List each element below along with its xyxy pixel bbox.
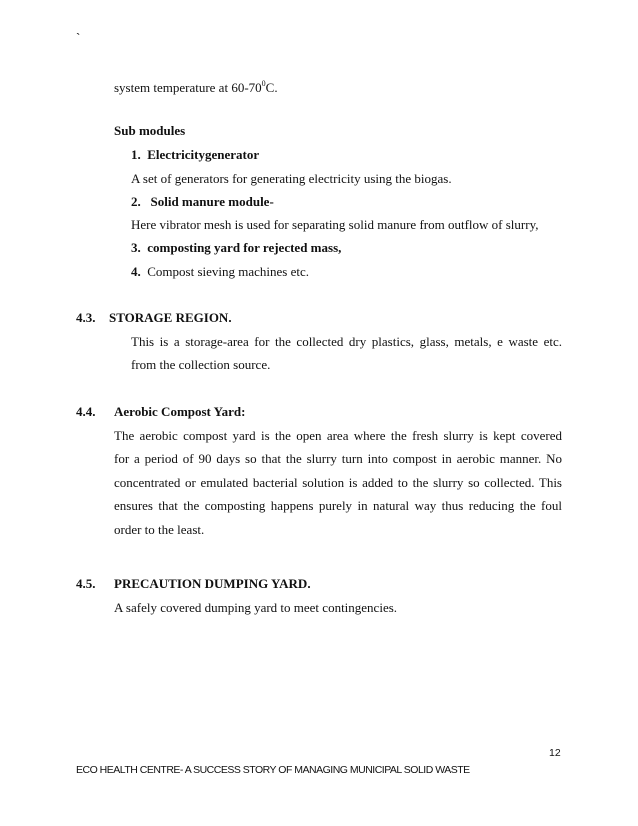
submodule-2-number: 2. xyxy=(131,194,141,209)
section-4-4-line-4: ensures that the composting happens purely in natural way thus reducing the foul xyxy=(114,498,562,513)
section-4-4-line-5: order to the least. xyxy=(114,522,205,537)
section-4-5-line-1: A safely covered dumping yard to meet contingencies. xyxy=(114,600,398,615)
section-4-3-title: STORAGE REGION. xyxy=(109,310,232,325)
temperature-superscript: 0 xyxy=(261,78,266,88)
submodule-4-label: Compost sieving machines etc. xyxy=(147,264,310,279)
section-4-4-line-1: The aerobic compost yard is the open area where the fresh slurry is kept covered xyxy=(114,428,562,443)
submodule-1-description: A set of generators for generating electricity using the biogas. xyxy=(131,171,452,186)
submodule-1-label: Electricitygenerator xyxy=(147,147,260,162)
temperature-text: system temperature at 60-70 xyxy=(114,80,262,95)
section-4-4-title: Aerobic Compost Yard: xyxy=(114,404,246,419)
submodule-3-label: composting yard for rejected mass, xyxy=(147,240,342,255)
sub-modules-heading: Sub modules xyxy=(114,123,186,138)
section-4-3-line-1: This is a storage-area for the collected dry plastics, glass, metals, e waste etc. xyxy=(131,334,562,349)
section-4-3-number: 4.3. xyxy=(76,310,96,325)
submodule-3-title xyxy=(131,240,341,256)
page-number: 12 xyxy=(549,747,561,759)
submodule-1-number: 1. xyxy=(131,147,141,162)
submodule-2-description: Here vibrator mesh is used for separating solid manure from outflow of slurry, xyxy=(131,217,539,232)
submodule-4-title xyxy=(131,264,309,280)
section-4-4-number: 4.4. xyxy=(76,404,96,419)
section-4-5-title: PRECAUTION DUMPING YARD. xyxy=(114,576,311,591)
section-4-5-number: 4.5. xyxy=(76,576,96,591)
page-footer: ECO HEALTH CENTRE- A SUCCESS STORY OF MANAGING MUNICIPAL SOLID WASTE xyxy=(76,764,470,776)
submodule-2-title xyxy=(131,194,274,210)
temperature-line xyxy=(114,80,278,96)
submodule-2-label: Solid manure module- xyxy=(150,194,274,209)
submodule-4-number: 4. xyxy=(131,264,141,279)
section-4-4-line-3: concentrated or emulated bacterial solution is added to the slurry so collected. This xyxy=(114,475,562,490)
stray-mark: ` xyxy=(76,30,81,45)
temperature-suffix: C. xyxy=(265,80,278,95)
section-4-3-line-2: from the collection source. xyxy=(131,357,271,372)
submodule-3-number: 3. xyxy=(131,240,141,255)
submodule-1-title xyxy=(131,147,259,163)
section-4-4-line-2: for a period of 90 days so that the slurry turn into compost in aerobic manner. No xyxy=(114,451,562,466)
